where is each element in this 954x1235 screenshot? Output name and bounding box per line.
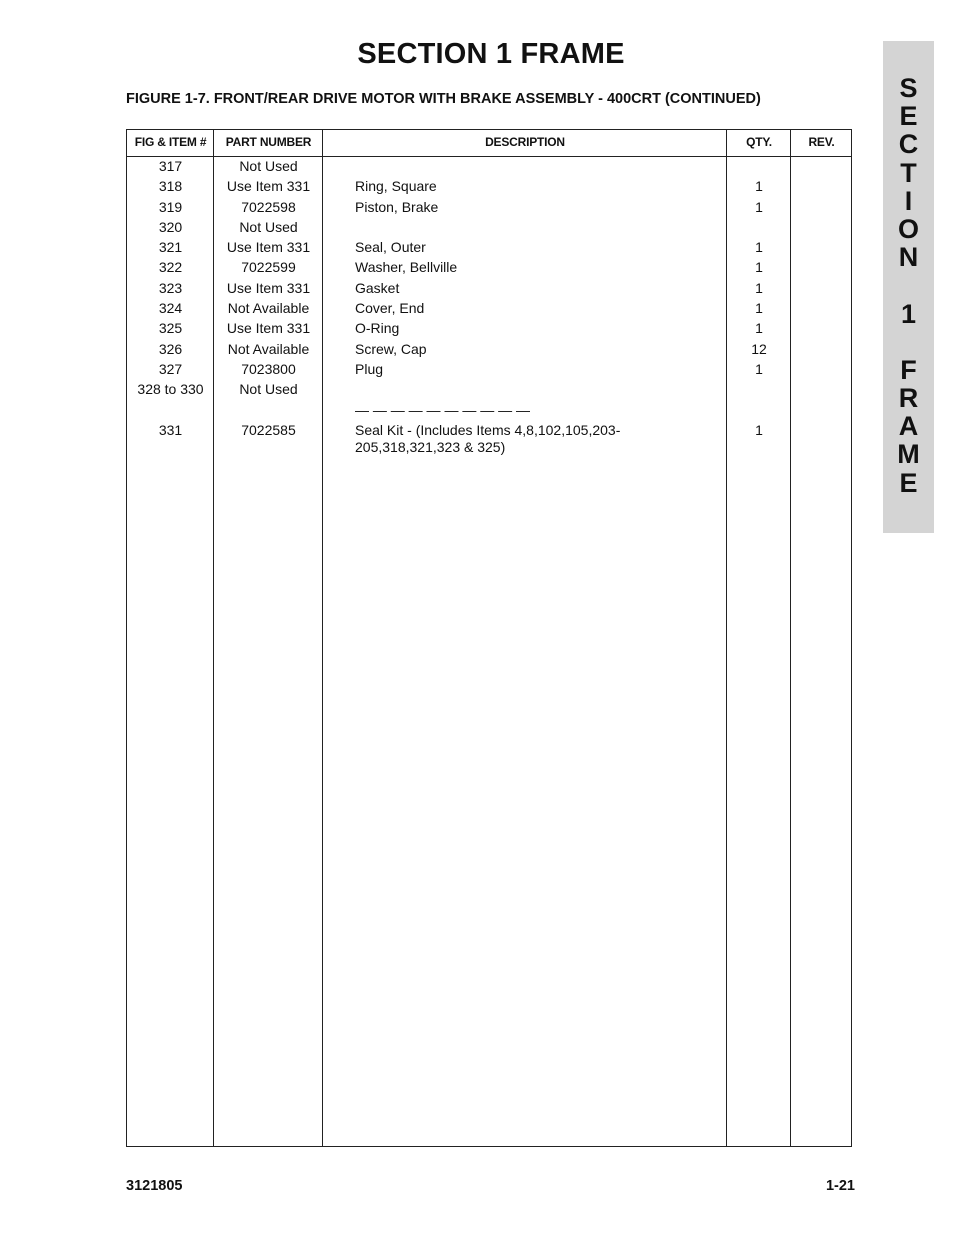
header-fig-item: FIG & ITEM # <box>134 135 207 149</box>
cell-fig-item: 319 <box>158 198 183 215</box>
side-tab-letter: S <box>899 73 918 103</box>
side-tab-letter: 1 <box>900 298 917 329</box>
side-tab-letter: N <box>898 242 919 273</box>
cell-qty: 1 <box>755 300 763 317</box>
side-tab-letter: M <box>897 439 920 470</box>
cell-fig-item: 320 <box>158 218 183 235</box>
cell-description: Washer, Bellville <box>355 259 458 276</box>
table-row <box>127 318 851 338</box>
cell-description: Seal Kit - (Includes Items 4,8,102,105,203-205,318,321,323 & 325) <box>355 421 621 455</box>
cell-fig-item: 325 <box>158 320 183 337</box>
table-row <box>127 400 851 420</box>
cell-fig-item: 323 <box>158 279 183 296</box>
document-number: 3121805 <box>126 1178 183 1194</box>
header-qty: QTY. <box>746 135 772 149</box>
cell-qty: 1 <box>755 239 763 256</box>
table-row <box>127 257 851 277</box>
cell-fig-item: 317 <box>158 158 183 174</box>
table-row <box>127 197 851 217</box>
cell-qty: 1 <box>755 259 763 276</box>
cell-qty: 1 <box>755 279 763 296</box>
cell-part-number: 7022598 <box>241 198 296 215</box>
table-row <box>127 359 851 379</box>
parts-table <box>126 129 852 1147</box>
side-tab-letter: T <box>900 157 917 188</box>
cell-fig-item: 328 to 330 <box>137 381 204 398</box>
cell-part-number: Use Item 331 <box>226 178 311 195</box>
cell-part-number: Use Item 331 <box>226 320 311 337</box>
figure-title: FIGURE 1-7. FRONT/REAR DRIVE MOTOR WITH BRAKE ASSEMBLY - 400CRT (CONTINUED) <box>126 91 761 107</box>
cell-description: Plug <box>355 360 384 377</box>
cell-part-number: Not Available <box>227 300 310 317</box>
table-row <box>127 217 851 237</box>
cell-description: Ring, Square <box>355 178 437 195</box>
table-row <box>127 379 851 399</box>
cell-description: Screw, Cap <box>355 340 427 357</box>
cell-qty: 1 <box>755 198 763 215</box>
cell-qty: 12 <box>751 340 767 357</box>
cell-qty: 1 <box>755 360 763 377</box>
cell-description: Piston, Brake <box>355 198 439 215</box>
table-row <box>127 237 851 257</box>
cell-fig-item: 327 <box>158 360 183 377</box>
side-tab-letter: C <box>898 129 919 160</box>
cell-fig-item: 324 <box>158 300 183 317</box>
header-part-number: PART NUMBER <box>225 135 312 149</box>
side-tab-letter <box>883 328 934 356</box>
table-row <box>127 298 851 318</box>
cell-part-number: Use Item 331 <box>226 279 311 296</box>
table-row <box>127 420 851 460</box>
side-tab-letter <box>883 271 934 299</box>
table-row <box>127 278 851 298</box>
cell-qty: 1 <box>755 421 763 438</box>
cell-fig-item: 331 <box>158 421 183 438</box>
page-title: SECTION 1 FRAME <box>357 38 625 70</box>
cell-part-number: Not Available <box>227 340 310 357</box>
cell-part-number: Not Used <box>239 158 298 174</box>
side-tab-letter: E <box>899 467 918 498</box>
page-number: 1-21 <box>825 1178 855 1194</box>
side-tab-letter: O <box>897 213 919 244</box>
cell-description: Gasket <box>355 279 400 296</box>
header-description: DESCRIPTION <box>485 135 565 149</box>
cell-description: O-Ring <box>355 320 400 337</box>
cell-part-number: 7023800 <box>241 360 296 377</box>
table-row <box>127 339 851 359</box>
cell-description: Cover, End <box>355 300 425 317</box>
cell-qty: 1 <box>755 320 763 337</box>
cell-fig-item: 321 <box>158 239 183 256</box>
table-row <box>127 156 851 176</box>
table-row <box>127 176 851 196</box>
cell-fig-item: 326 <box>158 340 183 357</box>
side-tab-letter: I <box>904 185 913 216</box>
cell-part-number: Use Item 331 <box>226 239 311 256</box>
cell-part-number: 7022599 <box>241 259 296 276</box>
section-side-tab <box>883 41 934 533</box>
cell-qty: 1 <box>755 178 763 195</box>
side-tab-letter: F <box>900 354 917 385</box>
cell-description: — — — — — — — — — — <box>355 401 531 418</box>
cell-part-number: Not Used <box>239 218 298 235</box>
table-body <box>127 156 851 460</box>
cell-fig-item: 322 <box>158 259 183 276</box>
cell-part-number: Not Used <box>239 381 298 398</box>
side-tab-letters <box>883 74 934 497</box>
cell-fig-item: 318 <box>158 178 183 195</box>
cell-part-number: 7022585 <box>241 421 296 438</box>
cell-description: Seal, Outer <box>355 239 426 256</box>
side-tab-letter: A <box>898 411 919 442</box>
side-tab-letter: R <box>898 383 919 414</box>
table-header <box>127 130 851 157</box>
side-tab-letter: E <box>899 101 918 132</box>
header-rev: REV. <box>808 135 835 149</box>
